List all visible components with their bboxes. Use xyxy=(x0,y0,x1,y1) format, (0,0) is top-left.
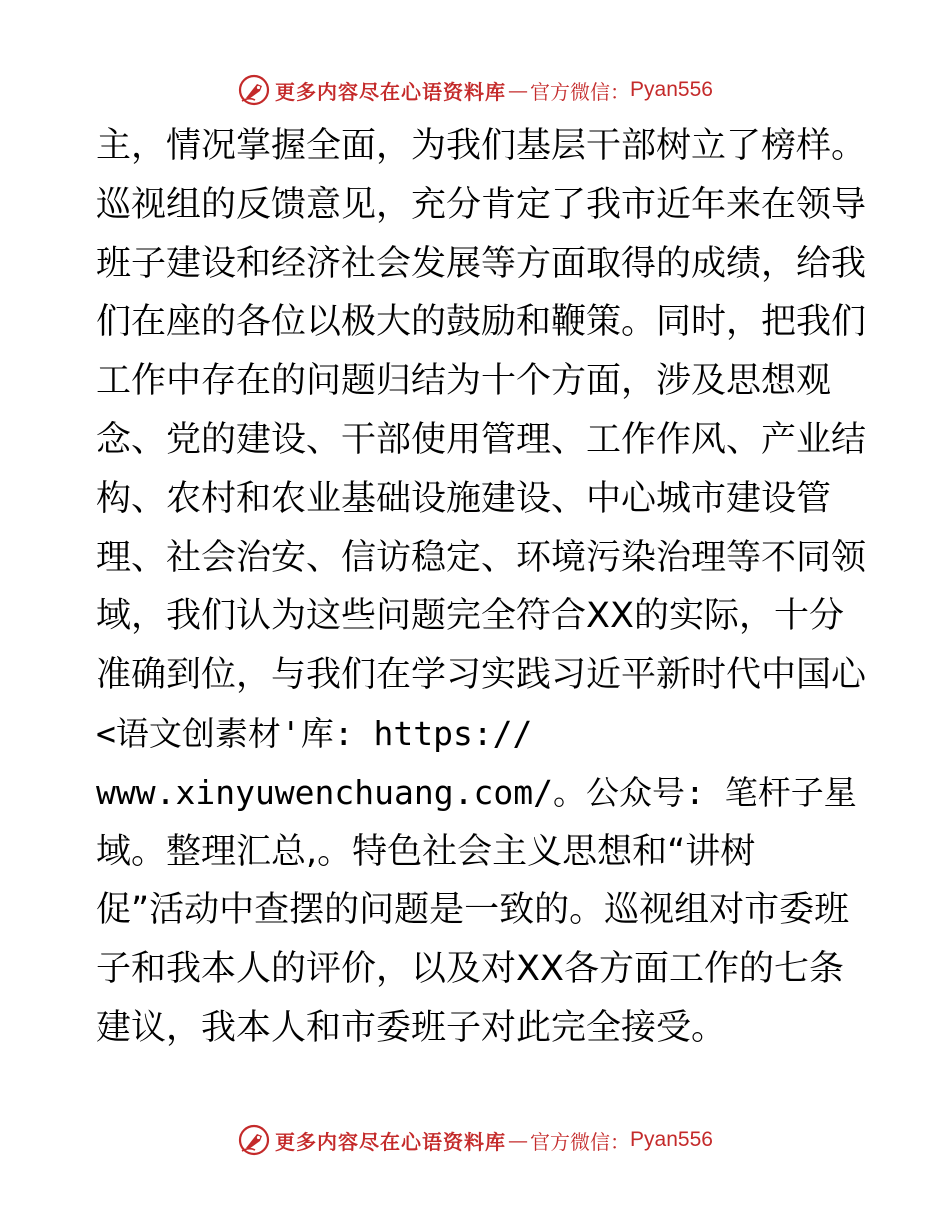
body-line: 们在座的各位以极大的鼓励和鞭策。同时，把我们 xyxy=(96,302,867,343)
body-line: 域，我们认为这些问题完全符合XX的实际，十分 xyxy=(96,596,844,637)
watermark-separator: — xyxy=(508,1128,529,1152)
footer-watermark xyxy=(0,1120,950,1160)
body-line: 工作中存在的问题归结为十个方面，涉及思想观 xyxy=(96,361,832,402)
body-line: 促”活动中查摆的问题是一致的。巡视组对市委班 xyxy=(96,890,850,931)
body-line: 理、社会治安、信访稳定、环境污染治理等不同领 xyxy=(96,537,867,578)
watermark-separator: — xyxy=(508,78,529,102)
watermark-wechat-id: Pyan556 xyxy=(630,78,713,101)
watermark-text: 更多内容尽在心语资料库 xyxy=(275,1129,507,1154)
body-line: 班子建设和经济社会发展等方面取得的成绩，给我 xyxy=(96,243,867,284)
watermark-wechat-label: 官方微信： xyxy=(530,79,631,104)
header-watermark xyxy=(0,70,950,110)
watermark-text: 更多内容尽在心语资料库 xyxy=(275,79,507,104)
body-line: 主，情况掌握全面，为我们基层干部树立了榜样。 xyxy=(96,126,867,166)
document-body xyxy=(96,117,866,1058)
body-line: 念、党的建设、干部使用管理、工作作风、产业结 xyxy=(96,419,867,460)
body-line: 建议，我本人和市委班子对此完全接受。 xyxy=(96,1007,727,1048)
body-line: 准确到位，与我们在学习实践习近平新时代中国心 xyxy=(96,655,867,696)
body-line: 巡视组的反馈意见，充分肯定了我市近年来在领导 xyxy=(96,184,867,225)
pen-nib-logo-icon xyxy=(237,1123,271,1157)
body-line: www.xinyuwenchuang.com/。公众号: 笔杆子星 xyxy=(96,772,857,812)
pen-nib-logo-icon xyxy=(237,73,271,107)
body-line: 域。整理汇总,。特色社会主义思想和“讲树 xyxy=(96,831,756,872)
body-line: 构、农村和农业基础设施建设、中心城市建设管 xyxy=(96,478,832,519)
watermark-wechat-id: Pyan556 xyxy=(630,1128,713,1151)
body-line: 子和我本人的评价，以及对XX各方面工作的七条 xyxy=(96,949,844,990)
watermark-wechat-label: 官方微信： xyxy=(530,1129,631,1154)
body-line: <语文创素材'库: https:// xyxy=(96,713,533,753)
